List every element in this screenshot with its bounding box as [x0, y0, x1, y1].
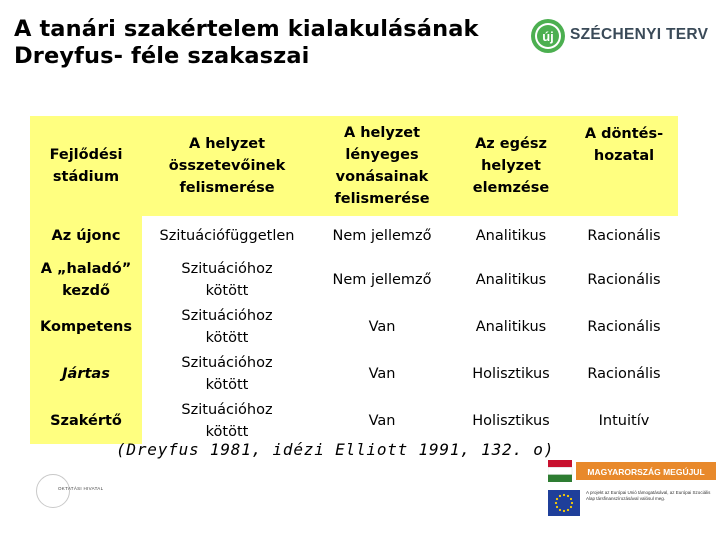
table-cell: Nem jellemző: [332, 271, 432, 288]
table-cell: Szituációhoz kötött: [181, 354, 273, 393]
oktatasi-hivatal-seal-icon: [36, 474, 70, 508]
table-cell: Van: [368, 318, 396, 335]
stage-cell: Az újonc: [30, 216, 142, 256]
table-cell: Racionális: [587, 365, 661, 382]
table-cell: Racionális: [587, 318, 661, 335]
table-cell: Szituációhoz kötött: [181, 260, 273, 299]
header-cell-components: A helyzet összetevőinek felismerése: [142, 116, 312, 216]
seal-label: OKTATÁSI HIVATAL: [58, 486, 104, 491]
table-cell: Van: [368, 412, 396, 429]
stage-cell: Jártas: [30, 350, 142, 397]
page-title-line-1: A tanári szakértelem kialakulásának: [14, 16, 479, 42]
stage-cell: Szakértő: [30, 397, 142, 444]
table-row: [30, 256, 678, 303]
table-cell: Racionális: [587, 271, 661, 288]
table-cell: Holisztikus: [472, 365, 550, 382]
logo-text: SZÉCHENYI TERV: [570, 26, 709, 43]
eu-funding-block: [548, 488, 718, 518]
page-title-line-2: Dreyfus- féle szakaszai: [14, 43, 310, 69]
source-citation: (Dreyfus 1981, idézi Elliott 1991, 132. o): [116, 440, 555, 459]
table-cell: Holisztikus: [472, 412, 550, 429]
table-cell: Szituációhoz kötött: [181, 401, 273, 440]
logo-badge-text: új: [542, 29, 554, 44]
table-cell: Szituációfüggetlen: [159, 228, 295, 244]
table-cell: Van: [368, 365, 396, 382]
szechenyi-terv-logo: [530, 16, 715, 60]
table-row: [30, 216, 678, 256]
table-cell: Analitikus: [475, 271, 547, 288]
table-cell: Intuitív: [598, 412, 650, 429]
eu-flag-icon: [548, 490, 580, 516]
dreyfus-stages-table: [30, 116, 678, 444]
magyarorszag-megujul-banner: [548, 460, 716, 482]
header-cell-features: A helyzet lényeges vonásainak felismerése: [312, 116, 452, 216]
header-cell-stage: Fejlődési stádium: [30, 116, 142, 216]
header-cell-whole: Az egész helyzet elemzése: [452, 116, 570, 216]
table-row: [30, 397, 678, 444]
table-cell: Racionális: [587, 228, 661, 244]
eu-funding-text: A projekt az Európai Unió támogatásával, az Európai Szociális Alap társfinanszírozásával valósul meg.: [586, 490, 711, 501]
stage-cell: A „haladó” kezdő: [30, 256, 142, 303]
table-cell: Analitikus: [475, 228, 547, 244]
table-cell: Analitikus: [475, 318, 547, 335]
table-cell: Szituációhoz kötött: [181, 307, 273, 346]
table-cell: Nem jellemző: [332, 228, 432, 244]
page-title: [14, 16, 534, 70]
hu-banner-text: MAGYARORSZÁG MEGÚJUL: [587, 467, 705, 477]
header-cell-decision: A döntés-hozatal: [570, 116, 678, 216]
table-row: [30, 350, 678, 397]
stage-cell: Kompetens: [30, 303, 142, 350]
logo-badge-icon: [530, 16, 566, 60]
table-header-row: [30, 116, 678, 216]
table-row: [30, 303, 678, 350]
